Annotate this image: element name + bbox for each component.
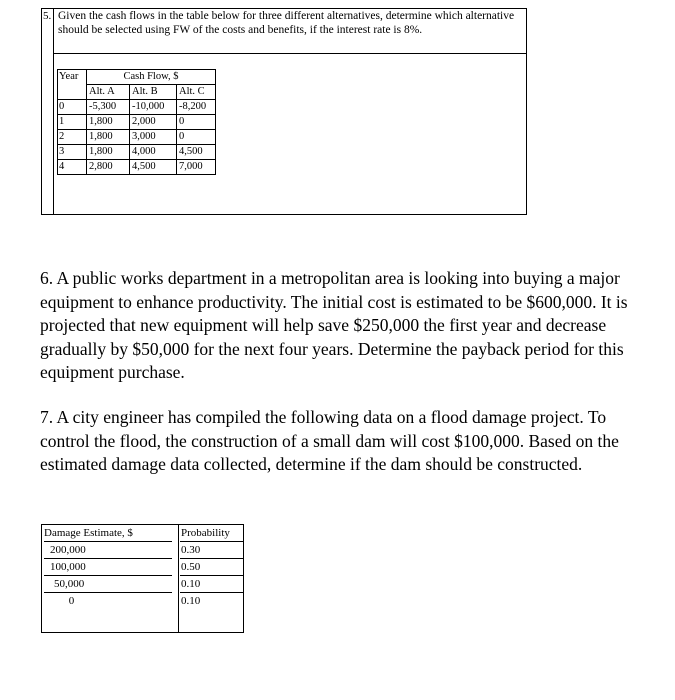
table-row [42,576,243,593]
alt-b-cell: 3,000 [130,130,177,145]
alt-c-cell: 0 [177,130,216,145]
alt-a-cell: 1,800 [87,115,130,130]
table-row [58,145,216,160]
damage-probability-table [41,524,244,633]
alt-c-cell: 4,500 [177,145,216,160]
probability-cell: 0.10 [181,595,201,607]
year-cell: 2 [58,130,87,145]
alt-b-header: Alt. B [130,85,177,100]
table-row [42,542,243,559]
table-row [58,100,216,115]
table-row [58,160,216,175]
alt-a-cell: 1,800 [87,130,130,145]
probability-cell: 0.30 [180,542,244,559]
problem-5-number-column [42,9,54,214]
table-row [58,115,216,130]
year-cell: 3 [58,145,87,160]
alt-c-header: Alt. C [177,85,216,100]
alt-b-cell: -10,000 [130,100,177,115]
cash-flow-header: Cash Flow, $ [87,70,216,85]
probability-header: Probability [180,525,244,542]
alt-c-cell: 0 [177,115,216,130]
problem-5-number: 5. [43,10,52,22]
table-row [42,559,243,576]
probability-cell: 0.50 [180,559,244,576]
table-row [58,130,216,145]
probability-cell: 0.10 [180,576,244,593]
table-row [42,593,243,610]
damage-cell: 200,000 [44,542,172,559]
alt-c-cell: 7,000 [177,160,216,175]
alt-a-header: Alt. A [87,85,130,100]
problem-5-text: Given the cash flows in the table below for three different alternatives, determine which alternative should be selected using FW of the costs and benefits, if the interest rate is 8%. [58,10,515,36]
alt-c-cell: -8,200 [177,100,216,115]
damage-cell: 100,000 [44,559,172,576]
alt-b-cell: 2,000 [130,115,177,130]
problem-5-divider [54,53,526,54]
year-header: Year [58,70,87,100]
year-cell: 4 [58,160,87,175]
damage-estimate-header: Damage Estimate, $ [44,525,172,542]
problem-6-text: 6. A public works department in a metropolitan area is looking into buying a major equipment to enhance productivity. The initial cost is estimated to be $600,000. It is projected that new equipment will help save $250,000 the first year and decrease gradually by $50,000 for the next four years. Determine the payback period for this equipment purchase. [40,268,628,383]
cash-flow-table [57,69,216,175]
alt-b-cell: 4,000 [130,145,177,160]
damage-header-row [42,525,243,542]
alt-b-cell: 4,500 [130,160,177,175]
damage-cell: 50,000 [44,576,172,593]
damage-cell: 0 [68,595,75,607]
problem-7-text: 7. A city engineer has compiled the following data on a flood damage project. To control the flood, the construction of a small dam will cost $100,000. Based on the estimated damage data collected, determine if the dam should be constructed. [40,407,619,475]
year-cell: 0 [58,100,87,115]
year-cell: 1 [58,115,87,130]
alt-a-cell: -5,300 [87,100,130,115]
alt-a-cell: 1,800 [87,145,130,160]
cash-flow-header-row [58,70,216,85]
alt-a-cell: 2,800 [87,160,130,175]
